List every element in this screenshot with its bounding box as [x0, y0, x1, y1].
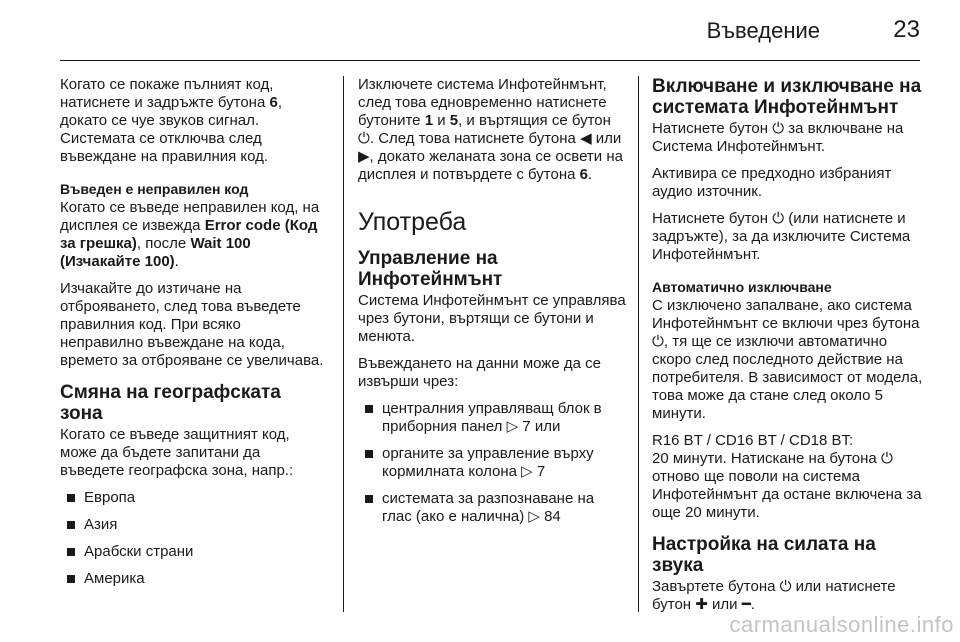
geo-zone-paragraph: Когато се въведе защитният код, може да бъдете запитани да въведете географска зона, напр.: — [60, 426, 294, 479]
header-rule — [60, 60, 920, 61]
list-item: органите за управление върху кормилната колона ▷ 7 — [358, 445, 626, 481]
list-item: Азия — [60, 516, 325, 534]
intro-paragraph: Когато се покаже пълният код, натиснете и задръжте бутона 6, докато се чуе звуков сигнал. Системата се отключва след въвеждане на правилния код. — [60, 76, 282, 165]
power-on-paragraph: Натиснете бутон ⏻ за включване на Система Инфотейнмънт. — [652, 120, 904, 155]
page-ref-icon: ▷ — [506, 418, 519, 435]
list-item: Европа — [60, 489, 325, 507]
wrong-code-heading: Въведен е неправилен код — [60, 181, 249, 197]
list-item: централния управляващ блок в приборния панел ▷ 7 или — [358, 400, 626, 436]
power-icon: ⏻ — [772, 120, 785, 137]
wrong-code-paragraph: Когато се въведе неправилен код, на дисплея се извежда Error code (Код за грешка), после Wait 100 (Изчакайте 100). — [60, 199, 320, 270]
watermark: carmanualsonline.info — [729, 612, 954, 637]
plus-icon: ✚ — [695, 596, 708, 613]
column-divider-2 — [638, 76, 639, 612]
input-paragraph: Въвеждането на данни може да се извърши чрез: — [358, 355, 601, 390]
list-item: Америка — [60, 570, 325, 588]
minus-icon: ━ — [741, 596, 751, 613]
auto-off-paragraph: С изключено запалване, ако система Инфотейнмънт се включи чрез бутона ⏻, тя ще се изключи автоматично скоро след последното действие на потребителя. В зависимост от модела, това може да стане след около 5 минути. — [652, 297, 923, 422]
control-heading: Управление на Инфотейнмънт — [358, 248, 503, 290]
page-ref-icon: ▷ — [521, 463, 533, 480]
zone-change-paragraph: Изключете система Инфотейнмънт, след това едновременно натиснете бутоните 1 и 5, и въртящия се бутон ⏻. След това натиснете бутона ◀ или ▶, докато желаната зона се освети на дисплея и потвърдете с бутона 6. — [358, 76, 623, 183]
power-icon: ⏻ — [779, 578, 792, 595]
page-ref-icon: ▷ — [528, 508, 540, 525]
audio-source-paragraph: Активира се предходно избраният аудио източник. — [652, 165, 892, 200]
column-2 — [358, 76, 626, 535]
volume-heading: Настройка на силата на звука — [652, 534, 876, 576]
zone-list — [60, 489, 325, 588]
power-knob-icon: ⏻ — [358, 130, 370, 147]
input-methods-list — [358, 400, 626, 526]
control-paragraph: Система Инфотейнмънт се управлява чрез бутони, въртящи се бутони и менюта. — [358, 292, 626, 345]
page-number: 23 — [893, 16, 920, 43]
arrow-right-icon: ▶ — [358, 148, 370, 165]
list-item: Арабски страни — [60, 543, 325, 561]
volume-paragraph: Завъртете бутона ⏻ или натиснете бутон ✚ или ━. — [652, 578, 896, 613]
list-item: системата за разпознаване на глас (ако е налична) ▷ 84 — [358, 490, 626, 526]
column-1 — [60, 76, 325, 597]
power-icon: ⏻ — [652, 333, 664, 350]
models-paragraph: R16 BT / CD16 BT / CD18 BT: 20 минути. Натискане на бутона ⏻ отново ще поволи на система Инфотейнмънт да остане включена за още 20 минути. — [652, 432, 922, 521]
column-divider-1 — [343, 76, 344, 612]
on-off-heading: Включване и изключване на системата Инфотейнмънт — [652, 76, 922, 118]
power-icon: ⏻ — [880, 450, 893, 467]
geo-zone-heading: Смяна на географската зона — [60, 382, 281, 424]
arrow-left-icon: ◀ — [580, 130, 592, 147]
page-header-title: Въведение — [706, 18, 820, 43]
column-3 — [652, 76, 924, 623]
power-off-paragraph: Натиснете бутон ⏻ (или натиснете и задръжте), за да изключите Система Инфотейнмънт. — [652, 210, 911, 263]
section-title-usage: Употреба — [358, 208, 467, 236]
countdown-paragraph: Изчакайте до изтичане на отброяването, след това въведете правилния код. При всяко неправилно въвеждане на кода, времето за отброяване се увеличава. — [60, 280, 324, 369]
auto-off-heading: Автоматично изключване — [652, 279, 832, 295]
power-icon: ⏻ — [772, 210, 785, 227]
